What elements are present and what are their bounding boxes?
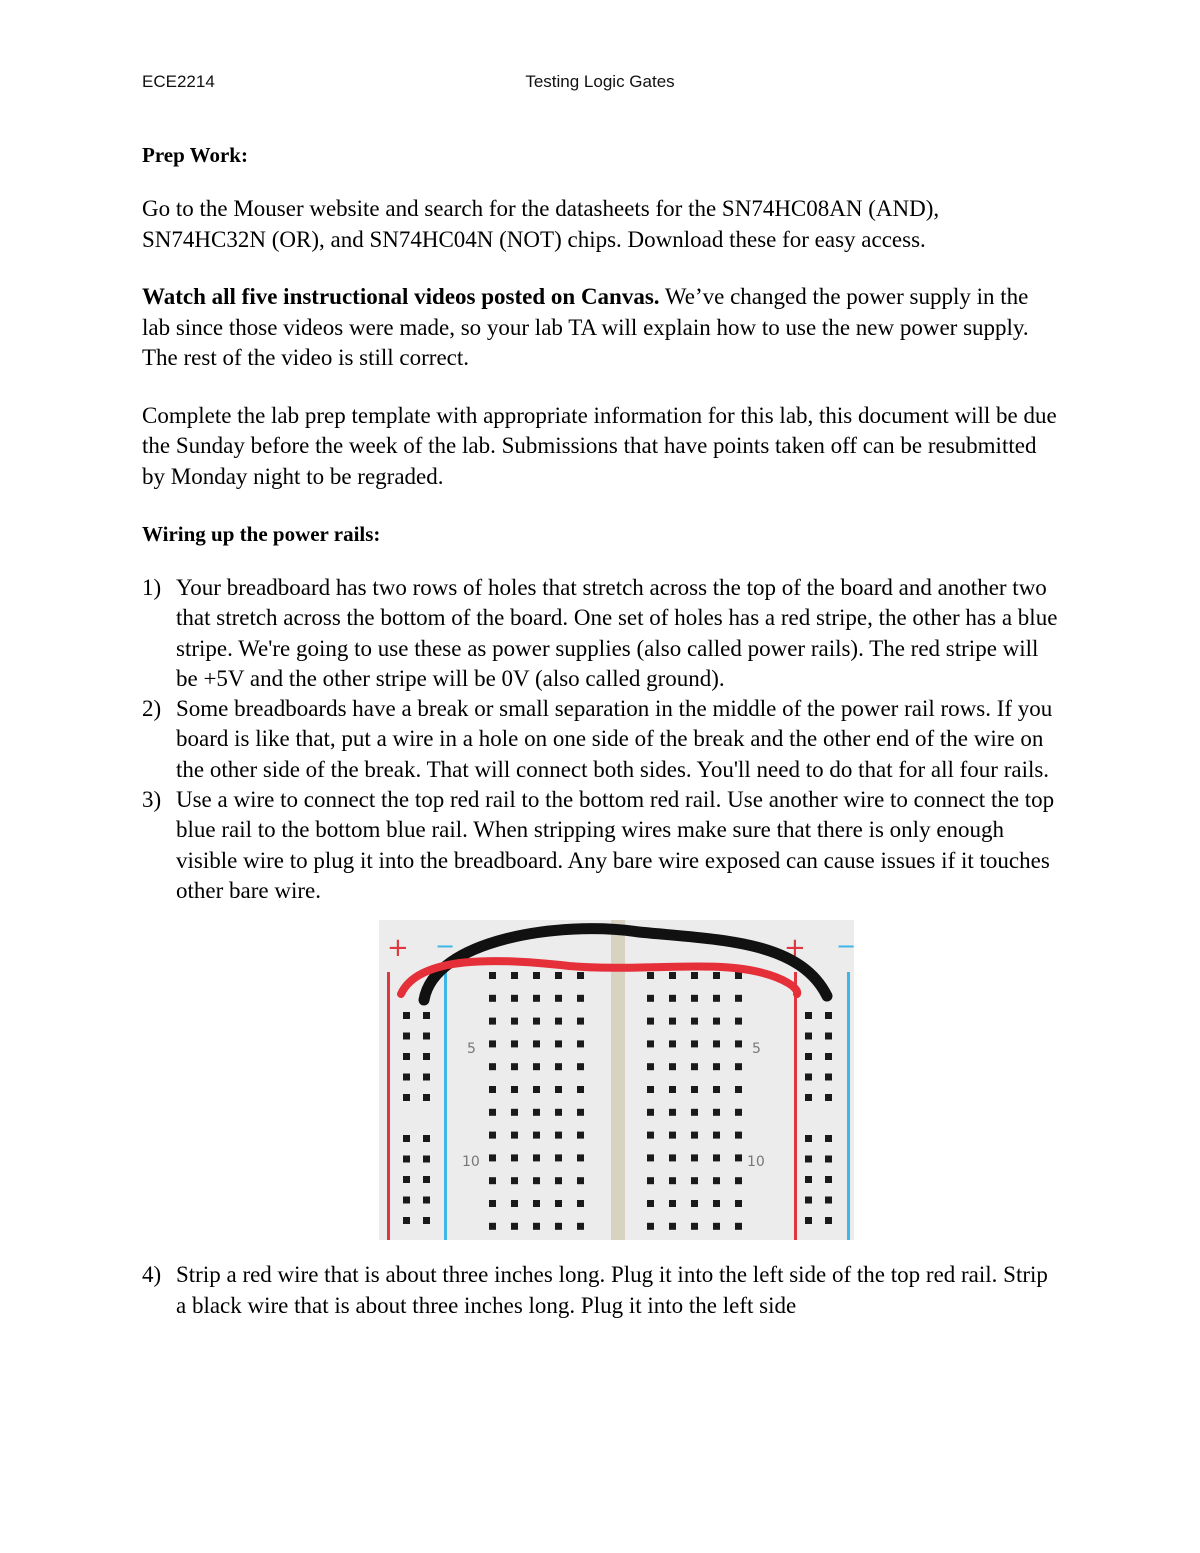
breadboard-hole bbox=[669, 1155, 676, 1162]
wiring-step-3 bbox=[142, 785, 1062, 906]
left-red-stripe bbox=[387, 972, 390, 1240]
breadboard-hole bbox=[735, 1109, 742, 1116]
wiring-heading: Wiring up the power rails: bbox=[142, 522, 381, 546]
breadboard-hole bbox=[489, 1086, 496, 1093]
breadboard-hole bbox=[511, 972, 518, 979]
row-10-label-right: 10 bbox=[747, 1154, 765, 1171]
breadboard-hole bbox=[713, 1063, 720, 1070]
breadboard-hole bbox=[669, 1223, 676, 1230]
breadboard-hole bbox=[511, 1063, 518, 1070]
breadboard-hole bbox=[511, 1086, 518, 1093]
breadboard-hole bbox=[713, 995, 720, 1002]
breadboard-hole bbox=[489, 1109, 496, 1116]
breadboard-hole bbox=[403, 1033, 410, 1040]
breadboard-hole bbox=[533, 995, 540, 1002]
breadboard-hole bbox=[555, 1041, 562, 1048]
breadboard-hole bbox=[825, 1156, 832, 1163]
breadboard-hole bbox=[511, 1132, 518, 1139]
breadboard-hole bbox=[805, 1094, 812, 1101]
breadboard-hole bbox=[735, 1132, 742, 1139]
step-text: Strip a red wire that is about three inches long. Plug it into the left side of the top red rail. Strip a black wire that is about three inches long. Plug it into the left side bbox=[176, 1262, 1048, 1318]
breadboard-hole bbox=[669, 1086, 676, 1093]
breadboard-hole bbox=[533, 1177, 540, 1184]
breadboard-hole bbox=[713, 1109, 720, 1116]
prep-heading: Prep Work: bbox=[142, 143, 248, 167]
breadboard-hole bbox=[691, 1132, 698, 1139]
breadboard-hole bbox=[489, 1041, 496, 1048]
breadboard-hole bbox=[735, 1041, 742, 1048]
breadboard-hole bbox=[403, 1197, 410, 1204]
breadboard-hole bbox=[669, 1177, 676, 1184]
breadboard-hole bbox=[489, 1063, 496, 1070]
wiring-step-2 bbox=[142, 694, 1062, 785]
breadboard-hole bbox=[691, 1155, 698, 1162]
step-text: Use a wire to connect the top red rail to the bottom red rail. Use another wire to connect the top blue rail to the bottom blue rail. When stripping wires make sure that there is only enough visible wire to plug it into the breadboard. Any bare wire exposed can cause issues if it touches other bare wire. bbox=[176, 787, 1055, 903]
breadboard-hole bbox=[825, 1197, 832, 1204]
breadboard-hole bbox=[555, 1155, 562, 1162]
breadboard-hole bbox=[511, 1155, 518, 1162]
breadboard-hole bbox=[533, 1223, 540, 1230]
prep-paragraph-1: Go to the Mouser website and search for the datasheets for the SN74HC08AN (AND), SN74HC32N (OR), and SN74HC04N (NOT) chips. Download these for easy access. bbox=[142, 196, 940, 252]
breadboard-hole bbox=[669, 1132, 676, 1139]
breadboard-hole bbox=[647, 1223, 654, 1230]
breadboard-hole bbox=[403, 1053, 410, 1060]
breadboard-hole bbox=[735, 1086, 742, 1093]
breadboard-hole bbox=[735, 1155, 742, 1162]
breadboard-hole bbox=[691, 1200, 698, 1207]
header-title: Testing Logic Gates bbox=[525, 72, 675, 91]
wiring-steps-list bbox=[142, 573, 1062, 906]
breadboard-hole bbox=[647, 1177, 654, 1184]
row-5-label-right: 5 bbox=[752, 1041, 761, 1058]
breadboard-hole bbox=[511, 1109, 518, 1116]
breadboard-hole bbox=[533, 1200, 540, 1207]
breadboard-hole bbox=[713, 1041, 720, 1048]
right-red-stripe bbox=[794, 972, 797, 1240]
breadboard-hole bbox=[555, 1086, 562, 1093]
breadboard-hole bbox=[577, 1063, 584, 1070]
wiring-step-4 bbox=[142, 1260, 1062, 1321]
breadboard-hole bbox=[669, 1109, 676, 1116]
breadboard-hole bbox=[555, 972, 562, 979]
breadboard-hole bbox=[423, 1197, 430, 1204]
breadboard-hole bbox=[577, 972, 584, 979]
breadboard-hole bbox=[669, 1041, 676, 1048]
breadboard-hole bbox=[577, 1132, 584, 1139]
header-course: ECE2214 bbox=[142, 72, 215, 91]
breadboard-hole bbox=[825, 1074, 832, 1081]
breadboard-hole bbox=[403, 1176, 410, 1183]
breadboard-hole bbox=[691, 1041, 698, 1048]
right-plus-label: + bbox=[784, 933, 806, 964]
breadboard-hole bbox=[489, 1155, 496, 1162]
breadboard-hole bbox=[647, 1063, 654, 1070]
breadboard-hole bbox=[555, 1200, 562, 1207]
breadboard-hole bbox=[577, 1041, 584, 1048]
breadboard-hole bbox=[489, 995, 496, 1002]
breadboard-hole bbox=[533, 1041, 540, 1048]
breadboard-hole bbox=[713, 972, 720, 979]
breadboard-hole bbox=[691, 995, 698, 1002]
breadboard-hole bbox=[555, 1018, 562, 1025]
breadboard-hole bbox=[533, 1086, 540, 1093]
right-minus-label: − bbox=[836, 932, 857, 961]
breadboard-photo bbox=[379, 920, 857, 1240]
breadboard-hole bbox=[805, 1197, 812, 1204]
breadboard-hole bbox=[403, 1135, 410, 1142]
breadboard-hole bbox=[533, 1109, 540, 1116]
breadboard-hole bbox=[577, 1018, 584, 1025]
breadboard-hole bbox=[423, 1094, 430, 1101]
breadboard-hole bbox=[577, 1086, 584, 1093]
breadboard-hole bbox=[669, 1200, 676, 1207]
left-blue-stripe bbox=[444, 972, 447, 1240]
breadboard-hole bbox=[423, 1074, 430, 1081]
breadboard-hole bbox=[713, 1155, 720, 1162]
breadboard-hole bbox=[403, 1217, 410, 1224]
breadboard-hole bbox=[403, 1156, 410, 1163]
step-number: 2) bbox=[142, 696, 162, 722]
breadboard-hole bbox=[669, 1063, 676, 1070]
breadboard-hole bbox=[735, 1223, 742, 1230]
breadboard-hole bbox=[691, 1018, 698, 1025]
left-minus-label: − bbox=[435, 932, 456, 961]
breadboard-hole bbox=[555, 1223, 562, 1230]
breadboard-hole bbox=[825, 1135, 832, 1142]
breadboard-hole bbox=[511, 1018, 518, 1025]
breadboard-hole bbox=[735, 1018, 742, 1025]
breadboard-hole bbox=[647, 1018, 654, 1025]
breadboard-hole bbox=[713, 1086, 720, 1093]
breadboard-hole bbox=[825, 1053, 832, 1060]
breadboard-hole bbox=[691, 1109, 698, 1116]
breadboard-hole bbox=[825, 1094, 832, 1101]
breadboard-hole bbox=[577, 1200, 584, 1207]
breadboard-hole bbox=[735, 972, 742, 979]
prep-paragraph-2 bbox=[142, 282, 1062, 374]
breadboard-hole bbox=[669, 995, 676, 1002]
breadboard-hole bbox=[423, 1156, 430, 1163]
breadboard-hole bbox=[403, 1094, 410, 1101]
wiring-steps-list-continued bbox=[142, 1260, 1062, 1321]
breadboard-hole bbox=[647, 972, 654, 979]
breadboard-hole bbox=[825, 1012, 832, 1019]
breadboard-hole bbox=[805, 1033, 812, 1040]
breadboard-hole bbox=[669, 1018, 676, 1025]
document-body bbox=[142, 140, 1062, 1321]
breadboard-hole bbox=[555, 1132, 562, 1139]
breadboard-hole bbox=[805, 1217, 812, 1224]
breadboard-hole bbox=[489, 972, 496, 979]
breadboard-hole bbox=[511, 1177, 518, 1184]
breadboard-hole bbox=[735, 1177, 742, 1184]
step-number: 4) bbox=[142, 1262, 162, 1288]
breadboard-hole bbox=[647, 1132, 654, 1139]
step-number: 1) bbox=[142, 575, 162, 600]
left-plus-label: + bbox=[387, 933, 409, 964]
step-number: 3) bbox=[142, 787, 162, 813]
breadboard-hole bbox=[691, 1063, 698, 1070]
breadboard-hole bbox=[577, 1177, 584, 1184]
breadboard-hole bbox=[403, 1074, 410, 1081]
breadboard-hole bbox=[533, 1018, 540, 1025]
breadboard-hole bbox=[489, 1223, 496, 1230]
breadboard-hole bbox=[713, 1200, 720, 1207]
breadboard-hole bbox=[691, 1086, 698, 1093]
breadboard-hole bbox=[647, 1109, 654, 1116]
breadboard-hole bbox=[713, 1223, 720, 1230]
breadboard-hole bbox=[489, 1200, 496, 1207]
right-blue-stripe bbox=[847, 972, 850, 1240]
breadboard-hole bbox=[423, 1053, 430, 1060]
breadboard-hole bbox=[735, 1200, 742, 1207]
breadboard-hole bbox=[825, 1176, 832, 1183]
breadboard-hole bbox=[533, 1132, 540, 1139]
breadboard-hole bbox=[713, 1132, 720, 1139]
breadboard-hole bbox=[825, 1033, 832, 1040]
breadboard-hole bbox=[805, 1156, 812, 1163]
breadboard-hole bbox=[647, 1086, 654, 1093]
breadboard-hole bbox=[691, 1177, 698, 1184]
breadboard-hole bbox=[533, 972, 540, 979]
breadboard-hole bbox=[647, 1041, 654, 1048]
wiring-step-1 bbox=[142, 573, 1062, 694]
breadboard-hole bbox=[647, 1155, 654, 1162]
breadboard-hole bbox=[805, 1176, 812, 1183]
breadboard-hole bbox=[691, 1223, 698, 1230]
breadboard-hole bbox=[511, 1041, 518, 1048]
breadboard-hole bbox=[691, 972, 698, 979]
prep-paragraph-2-rest: We’ve changed the power supply in the lab since those videos were made, so your lab TA will explain how to use the new power supply. The rest of the video is still correct. bbox=[142, 284, 1029, 370]
breadboard-hole bbox=[805, 1012, 812, 1019]
breadboard-hole bbox=[577, 995, 584, 1002]
breadboard-hole bbox=[423, 1135, 430, 1142]
breadboard-hole bbox=[577, 1109, 584, 1116]
breadboard-hole bbox=[825, 1217, 832, 1224]
breadboard-hole bbox=[713, 1177, 720, 1184]
breadboard-hole bbox=[423, 1217, 430, 1224]
breadboard-hole bbox=[555, 1177, 562, 1184]
row-5-label-left: 5 bbox=[467, 1041, 476, 1058]
breadboard-hole bbox=[403, 1012, 410, 1019]
breadboard-hole bbox=[735, 1063, 742, 1070]
breadboard-hole bbox=[489, 1018, 496, 1025]
breadboard-hole bbox=[489, 1132, 496, 1139]
breadboard-hole bbox=[647, 995, 654, 1002]
breadboard-hole bbox=[489, 1177, 496, 1184]
breadboard-hole bbox=[511, 1223, 518, 1230]
breadboard-hole bbox=[423, 1176, 430, 1183]
breadboard-hole bbox=[805, 1053, 812, 1060]
breadboard-hole bbox=[533, 1155, 540, 1162]
prep-paragraph-3: Complete the lab prep template with appropriate information for this lab, this document will be due the Sunday before the week of the lab. Submissions that have points taken off can be resubmitted by Monday night to be regraded. bbox=[142, 402, 1057, 489]
breadboard-hole bbox=[555, 1109, 562, 1116]
breadboard-hole bbox=[511, 995, 518, 1002]
breadboard-hole bbox=[647, 1200, 654, 1207]
breadboard-hole bbox=[533, 1063, 540, 1070]
breadboard-hole bbox=[555, 1063, 562, 1070]
breadboard-hole bbox=[423, 1033, 430, 1040]
breadboard-hole bbox=[511, 1200, 518, 1207]
step-text: Some breadboards have a break or small separation in the middle of the power rail rows. If you board is like that, put a wire in a hole on one side of the break and the other end of the wire on the other side of the break. That will connect both sides. You'll need to do that for all four rails. bbox=[176, 696, 1053, 782]
breadboard-hole bbox=[805, 1074, 812, 1081]
breadboard-hole bbox=[713, 1018, 720, 1025]
breadboard-hole bbox=[577, 1155, 584, 1162]
step-text: Your breadboard has two rows of holes that stretch across the top of the board and another two that stretch across the bottom of the board. One set of holes has a red stripe, the other has a blue stripe. We're going to use these as power supplies (also called power rails). The red stripe will be +5V and the other stripe will be 0V (also called ground). bbox=[176, 575, 1058, 691]
prep-paragraph-2-bold: Watch all five instructional videos posted on Canvas. bbox=[142, 284, 660, 309]
breadboard-hole bbox=[735, 995, 742, 1002]
row-10-label-left: 10 bbox=[462, 1154, 480, 1171]
breadboard-hole bbox=[555, 995, 562, 1002]
breadboard-hole bbox=[805, 1135, 812, 1142]
breadboard-hole bbox=[423, 1012, 430, 1019]
breadboard-figure bbox=[142, 920, 1062, 1240]
breadboard-hole bbox=[577, 1223, 584, 1230]
breadboard-hole bbox=[669, 972, 676, 979]
